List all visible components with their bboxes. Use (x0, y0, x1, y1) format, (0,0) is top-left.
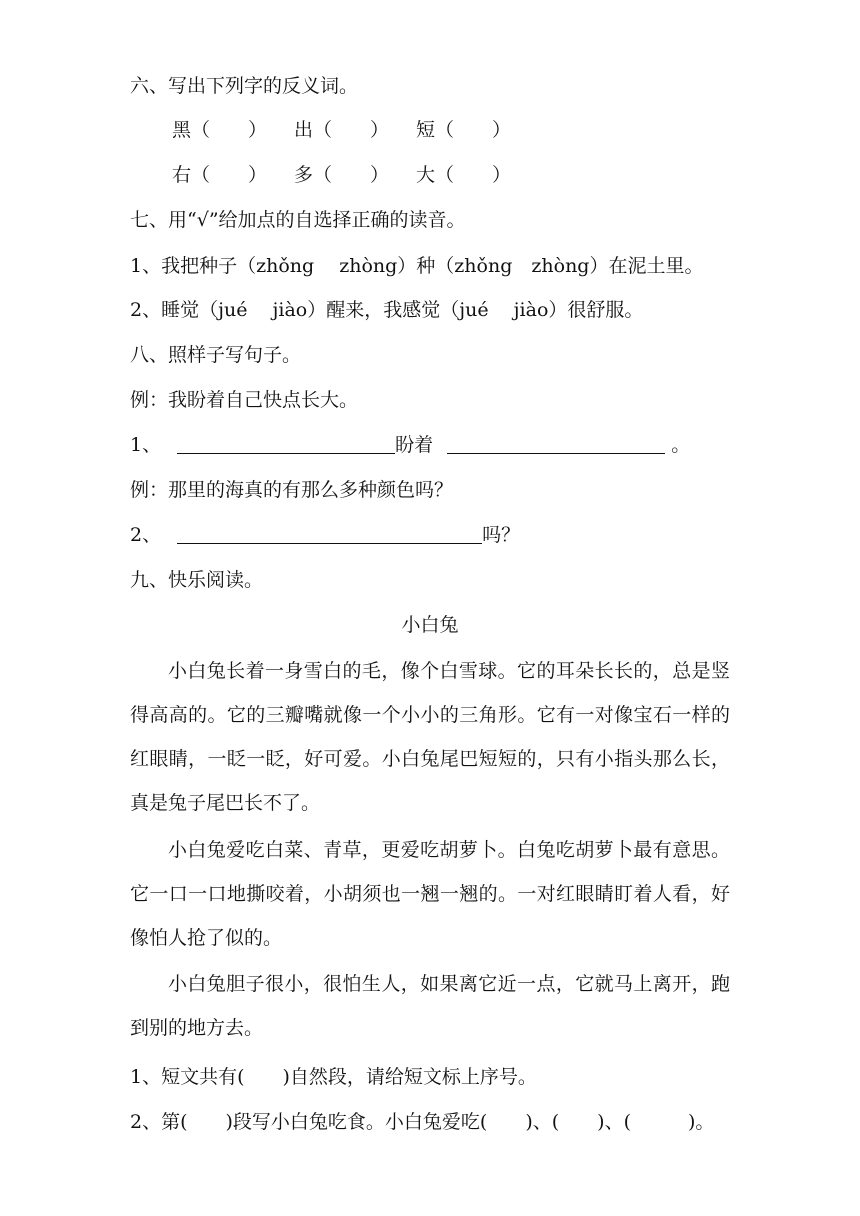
reading-paragraph-3: 小白兔胆子很小，很怕生人，如果离它近一点，它就马上离开，跑到别的地方去。 (130, 973, 730, 1039)
reading-question-1: 1、短文共有( )自然段，请给短文标上序号。 (130, 1066, 537, 1088)
section-6-heading: 六、写出下列字的反义词。 (130, 75, 359, 97)
antonym-item: 右（ ） (172, 164, 268, 186)
answer-blank[interactable] (177, 435, 395, 454)
example-sentence-2: 例：那里的海真的有那么多种颜色吗？ (130, 479, 454, 501)
answer-blank[interactable] (447, 435, 665, 454)
antonym-item: 短（ ） (416, 119, 512, 141)
antonym-item: 出（ ） (294, 119, 390, 141)
question-connector: 盼着 (395, 434, 434, 456)
sentence-question-1 (130, 433, 690, 457)
question-number: 2、 (130, 524, 162, 546)
section-9-heading: 九、快乐阅读。 (130, 569, 264, 591)
antonym-item: 多（ ） (294, 164, 390, 186)
antonym-row-1 (172, 118, 538, 142)
question-number: 1、 (130, 434, 162, 456)
section-8-heading: 八、照样子写句子。 (130, 344, 302, 366)
example-sentence-1: 例：我盼着自己快点长大。 (130, 389, 359, 411)
pinyin-question-1: 1、我把种子（zhǒng zhòng）种（zhǒng zhòng）在泥土里。 (130, 255, 704, 277)
section-7-heading: 七、用“√”给加点的自选择正确的读音。 (130, 209, 466, 231)
answer-blank[interactable] (177, 525, 482, 544)
antonym-row-2 (172, 163, 538, 187)
question-end: 吗？ (482, 524, 521, 546)
question-end: 。 (671, 434, 691, 456)
reading-title: 小白兔 (401, 614, 459, 636)
reading-question-2: 2、第( )段写小白兔吃食。小白兔爱吃( )、( )、( )。 (130, 1111, 715, 1133)
sentence-question-2 (130, 523, 520, 547)
antonym-item: 大（ ） (416, 164, 512, 186)
reading-paragraph-1: 小白兔长着一身雪白的毛，像个白雪球。它的耳朵长长的，总是竖得高高的。它的三瓣嘴就像一个小小的三角形。它有一对像宝石一样的红眼睛，一眨一眨，好可爱。小白兔尾巴短短的，只有小指头那么长，真是兔子尾巴长不了。 (130, 660, 730, 814)
antonym-item: 黑（ ） (172, 119, 268, 141)
pinyin-question-2: 2、睡觉（jué jiào）醒来，我感觉（jué jiào）很舒服。 (130, 299, 644, 321)
reading-paragraph-2: 小白兔爱吃白菜、青草，更爱吃胡萝卜。白兔吃胡萝卜最有意思。它一口一口地撕咬着，小胡须也一翘一翘的。一对红眼睛盯着人看，好像怕人抢了似的。 (130, 839, 730, 949)
